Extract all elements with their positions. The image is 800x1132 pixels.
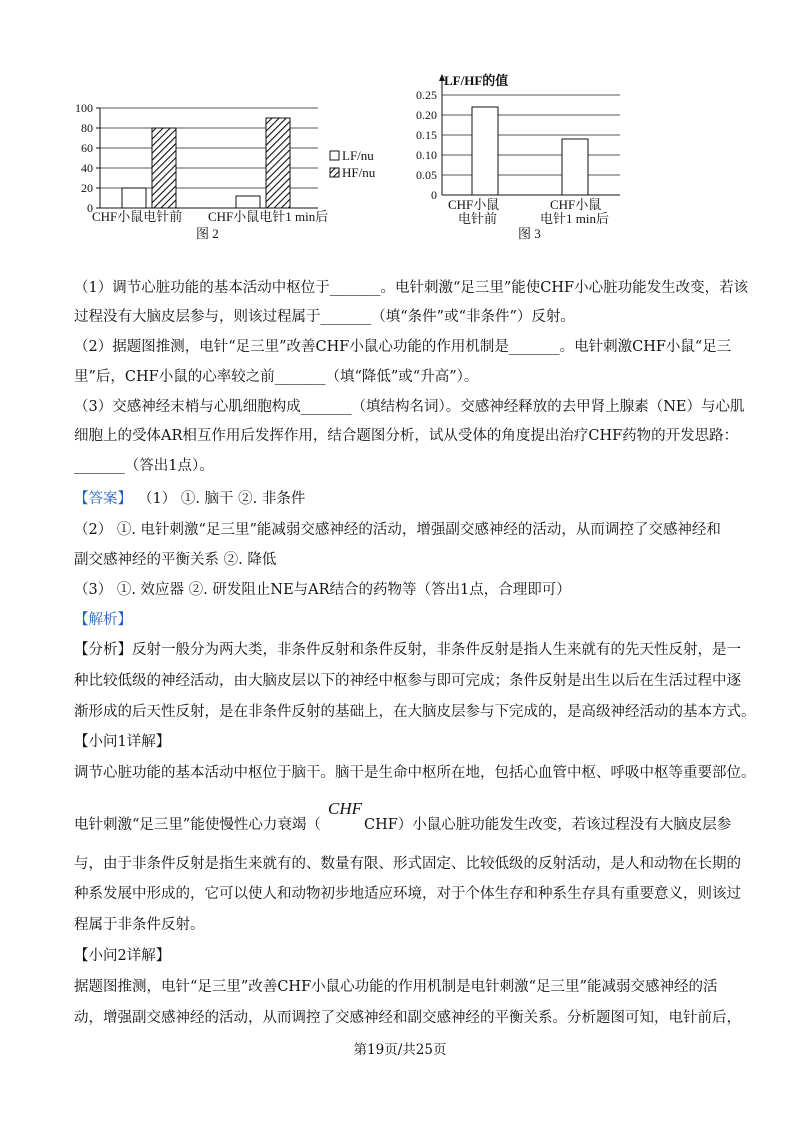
fig3-y-tick-label: 0 (431, 188, 437, 202)
fig2-legend-swatch-hf (330, 168, 339, 177)
fig3-y-tick-label: 0.20 (416, 108, 437, 122)
q2-line-2: 里”后，CHF小鼠的心率较之前_______（填“降低”或“升高”）。 (74, 369, 479, 385)
fig2-group-label-2: CHF小鼠电针1 min后 (208, 209, 329, 224)
page-footer: 第19页/共25页 (353, 1042, 447, 1058)
sub2-line-2: 动，增强副交感神经的活动，从而调控了交感神经和副交感神经的平衡关系。分析题图可知，电针前后， (74, 1010, 741, 1026)
sub1-title: 【小问1详解】 (74, 734, 171, 750)
q1-line-1: （1）调节心脏功能的基本活动中枢位于_______。电针刺激“足三里”能使CHF小心脏功能发生改变，若该 (74, 280, 749, 296)
fig3-y-label: LF/HF的值 (444, 73, 509, 88)
fig3-cat2-line2: 电针1 min后 (540, 211, 609, 226)
sub1-line-2a: 电针刺激“足三里”能使慢性心力衰竭（ (74, 817, 321, 833)
fig2-group-label-1: CHF小鼠电针前 (92, 209, 183, 224)
figure-2 (60, 96, 390, 246)
analysis-tag: 【解析】 (74, 612, 132, 628)
q3-line-3: _______（答出1点）。 (74, 458, 214, 474)
q3-line-1: （3）交感神经末梢与心肌细胞构成_______（填结构名词）。交感神经释放的去甲肾上腺素（NE）与心肌 (74, 399, 745, 415)
fig3-y-tick-label: 0.15 (416, 128, 437, 142)
fig3-y-tick-label: 0.05 (416, 168, 437, 182)
fig2-legend-swatch-lf (330, 151, 339, 160)
fig3-cat1-line2: 电针前 (458, 211, 498, 226)
fig2-legend-hf: HF/nu (342, 165, 376, 180)
fig3-caption: 图 3 (518, 226, 541, 241)
answer-1: （1） ①. 脑干 ②. 非条件 (138, 491, 306, 507)
fig3-y-tick-label: 0.10 (416, 148, 437, 162)
sub2-title: 【小问2详解】 (74, 948, 171, 964)
fig2-legend-lf: LF/nu (342, 148, 374, 163)
sub1-line-1: 调节心脏功能的基本活动中枢位于脑干。脑干是生命中枢所在地，包括心血管中枢、呼吸中枢等重要部位。 (74, 765, 756, 781)
fig3-bar-2 (562, 139, 588, 195)
fig2-y-tick-label: 20 (81, 181, 93, 195)
fig2-bar-hf-1 (152, 128, 176, 208)
fig2-bar-lf-2 (236, 196, 260, 208)
fig2-y-tick-label: 60 (81, 141, 93, 155)
fenxi-line-3: 渐形成的后天性反射，是在非条件反射的基础上，在大脑皮层参与下完成的，是高级神经活动的基本方式。 (74, 704, 756, 720)
figure-2-svg (60, 96, 390, 246)
fig2-y-tick-label: 40 (81, 161, 93, 175)
chf-formula: CHF (328, 799, 362, 818)
q1-line-2: 过程没有大脑皮层参与，则该过程属于_______（填“条件”或“非条件”）反射。 (74, 309, 575, 325)
sub1-line-5: 程属于非条件反射。 (74, 917, 205, 933)
sub1-line-2b: CHF）小鼠心脏功能发生改变，若该过程没有大脑皮层参 (364, 817, 732, 833)
q3-line-2: 细胞上的受体AR相互作用后发挥作用，结合题图分析，试从受体的角度提出治疗CHF药物的开发思路： (74, 428, 739, 444)
fig3-cat1-line1: CHF小鼠 (448, 197, 500, 212)
sub1-line-3: 与，由于非条件反射是指生来就有的、数量有限、形式固定、比较低级的反射活动，是人和动物在长期的 (74, 856, 741, 872)
fig2-caption: 图 2 (196, 226, 219, 241)
fig2-bar-lf-1 (122, 188, 146, 208)
fig2-y-tick-label: 0 (87, 201, 93, 215)
fig2-y-tick-label: 100 (75, 101, 93, 115)
answer-2-line-2: 副交感神经的平衡关系 ②. 降低 (74, 552, 277, 568)
answer-3: （3） ①. 效应器 ②. 研发阻止NE与AR结合的药物等（答出1点，合理即可） (74, 582, 571, 598)
sub2-line-1: 据题图推测，电针“足三里”改善CHF小鼠心功能的作用机制是电针刺激“足三里”能减弱交感神经的活 (74, 979, 718, 995)
fenxi-line-2: 种比较低级的神经活动，由大脑皮层以下的神经中枢参与即可完成；条件反射是出生以后在生活过程中逐 (74, 673, 741, 689)
figure-3 (404, 70, 664, 245)
fig2-bar-hf-2 (266, 118, 290, 208)
sub1-line-4: 种系发展中形成的，它可以使人和动物初步地适应环境，对于个体生存和种系生存具有重要意义，则该过 (74, 886, 741, 902)
fenxi-line-1: 【分析】反射一般分为两大类，非条件反射和条件反射，非条件反射是指人生来就有的先天性反射，是一 (74, 642, 741, 658)
figure-3-svg (404, 70, 664, 245)
fig2-y-tick-label: 80 (81, 121, 93, 135)
answer-tag: 【答案】 (74, 491, 132, 507)
fig3-cat2-line1: CHF小鼠 (550, 197, 602, 212)
q2-line-1: （2）据题图推测，电针“足三里”改善CHF小鼠心功能的作用机制是_______。电针刺激CHF小鼠“足三 (74, 339, 732, 355)
answer-2-line-1: （2） ①. 电针刺激“足三里”能减弱交感神经的活动，增强副交感神经的活动，从而调控了交感神经和 (74, 522, 721, 538)
fig3-bar-1 (472, 107, 498, 195)
fig3-y-tick-label: 0.25 (416, 88, 437, 102)
